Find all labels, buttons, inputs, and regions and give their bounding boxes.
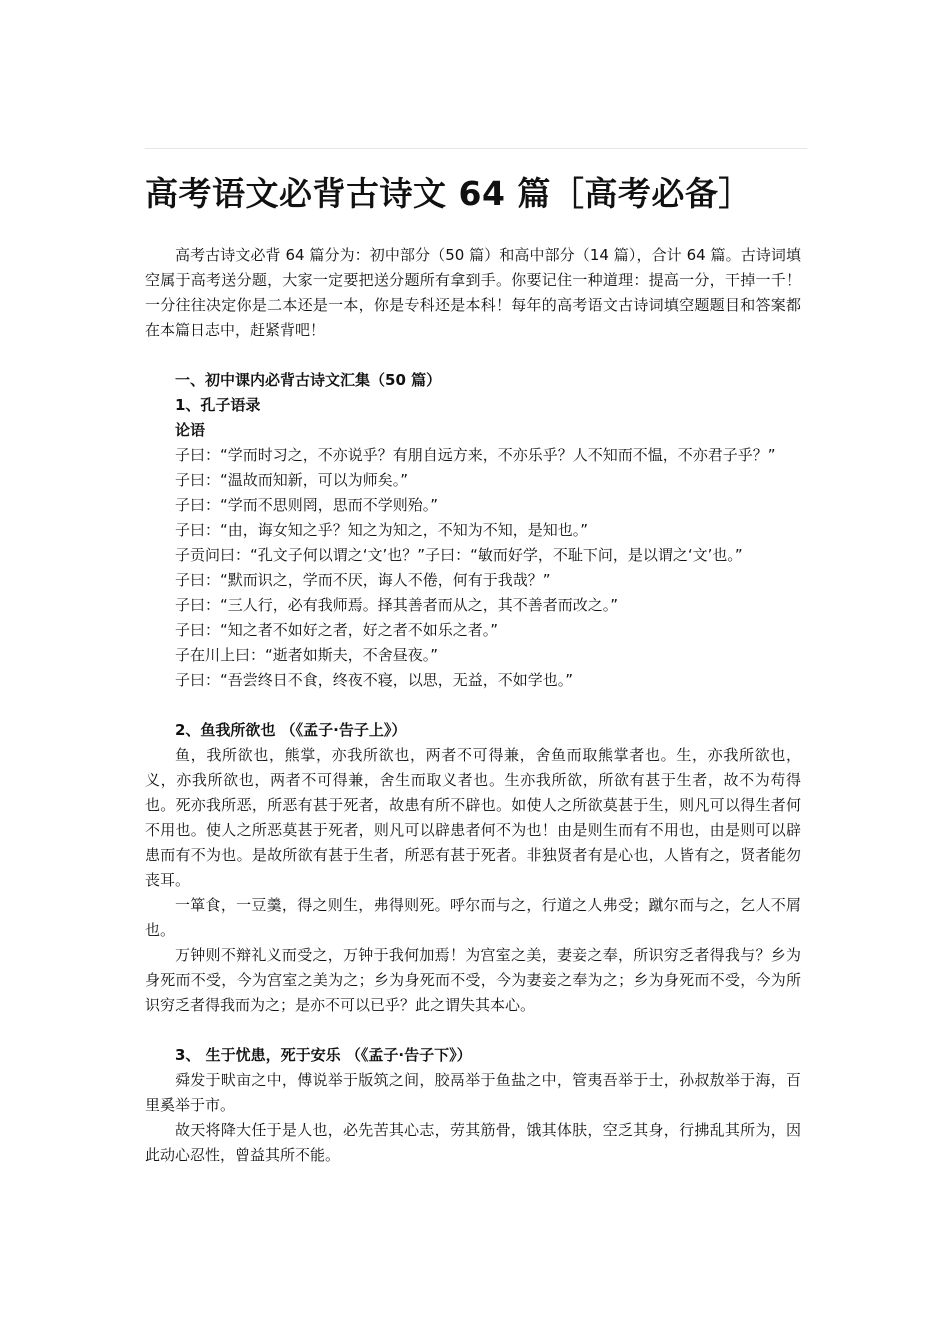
analects-line: 子曰：“温故而知新，可以为师矣。” [175, 471, 409, 489]
item1-subheading: 论语 [175, 421, 206, 439]
item2-paragraph: 一箪食，一豆羹，得之则生，弗得则死。呼尔而与之，行道之人弗受；蹴尔而与之，乞人不屑也。 [145, 896, 801, 939]
analects-line: 子曰：“学而不思则罔，思而不学则殆。” [175, 496, 439, 514]
analects-line: 子在川上曰：“逝者如斯夫，不舍昼夜。” [175, 646, 439, 664]
analects-line: 子曰：“吾尝终日不食，终夜不寝，以思，无益，不如学也。” [175, 671, 574, 689]
analects-line: 子曰：“三人行，必有我师焉。择其善者而从之，其不善者而改之。” [175, 596, 619, 614]
top-divider [145, 148, 807, 149]
analects-line: 子曰：“由，诲女知之乎？知之为知之，不知为不知，是知也。” [175, 521, 589, 539]
analects-line: 子曰：“学而时习之，不亦说乎？有朋自远方来，不亦乐乎？人不知而不愠，不亦君子乎？” [175, 446, 776, 464]
item2-paragraph: 鱼，我所欲也，熊掌，亦我所欲也，两者不可得兼，舍鱼而取熊掌者也。生，亦我所欲也，义，亦我所欲也，两者不可得兼，舍生而取义者也。生亦我所欲，所欲有甚于生者，故不为苟得也。死亦我所恶，所恶有甚于死者，故患有所不辟也。如使人之所欲莫甚于生，则凡可以得生者何不用也。使人之所恶莫甚于死者，则凡可以辟患者何不为也！由是则生而有不用也，由是则可以辟患而有不为也。是故所欲有甚于生者，所恶有甚于死者。非独贤者有是心也，人皆有之，贤者能勿丧耳。 [145, 746, 801, 889]
document-title: 高考语文必背古诗文 64 篇［高考必备］ [145, 174, 752, 213]
section1-heading: 一、初中课内必背古诗文汇集（50 篇） [175, 371, 442, 389]
item3-paragraph: 故天将降大任于是人也，必先苦其心志，劳其筋骨，饿其体肤，空乏其身，行拂乱其所为，因此动心忍性，曾益其所不能。 [145, 1121, 801, 1164]
item2-paragraph: 万钟则不辩礼义而受之，万钟于我何加焉！为宫室之美，妻妾之奉，所识穷乏者得我与？乡为身死而不受，今为宫室之美为之；乡为身死而不受，今为妻妾之奉为之；乡为身死而不受，今为所识穷乏者得我而为之；是亦不可以已乎？此之谓失其本心。 [145, 946, 801, 1014]
item3-paragraph: 舜发于畎亩之中，傅说举于版筑之间，胶鬲举于鱼盐之中，管夷吾举于士，孙叔敖举于海，百里奚举于市。 [145, 1071, 801, 1114]
analects-line: 子曰：“知之者不如好之者，好之者不如乐之者。” [175, 621, 499, 639]
item2-heading: 2、鱼我所欲也 （《孟子·告子上》） [175, 721, 407, 739]
analects-line: 子贡问曰：“孔文子何以谓之‘文’也？”子曰：“敏而好学，不耻下问，是以谓之‘文’也。” [175, 546, 743, 564]
analects-line: 子曰：“默而识之，学而不厌，诲人不倦，何有于我哉？” [175, 571, 551, 589]
item1-heading: 1、孔子语录 [175, 396, 261, 414]
item3-heading: 3、 生于忧患，死于安乐 （《孟子·告子下》） [175, 1046, 472, 1064]
document-body [145, 243, 801, 1168]
intro-paragraph: 高考古诗文必背 64 篇分为：初中部分（50 篇）和高中部分（14 篇），合计 64 篇。古诗词填空属于高考送分题，大家一定要把送分题所有拿到手。你要记住一种道理：提高一分，干掉一千！一分往往决定你是二本还是一本，你是专科还是本科！每年的高考语文古诗词填空题题目和答案都在本篇日志中，赶紧背吧！ [145, 246, 801, 339]
